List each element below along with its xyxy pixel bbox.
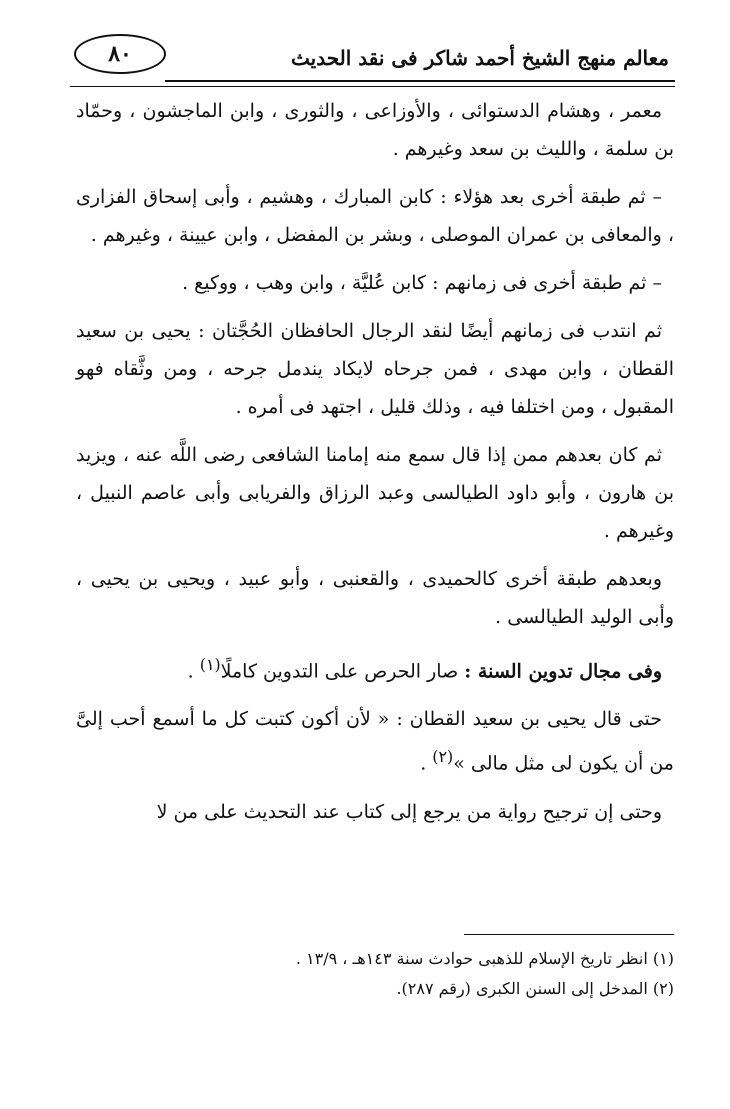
paragraph: معمر ، وهشام الدستوائى ، والأوزاعى ، والثورى ، وابن الماجشون ، وحمّاد بن سلمة ، والليث بن سعد وغيرهم . <box>76 100 674 160</box>
quote-text: حتى قال يحيى بن سعيد القطان : « لأن أكون كتبت كل ما أسمع أحب إلىَّ من أن يكون لى مثل مالى » <box>76 708 674 775</box>
paragraph: وبعدهم طبقة أخرى كالحميدى ، والقعنبى ، وأبو عبيد ، ويحيى بن يحيى ، وأبى الوليد الطيالسى . <box>76 568 674 628</box>
header-rule-thin <box>70 86 675 87</box>
page-header <box>70 28 675 83</box>
footnote-ref: (٢) <box>432 747 454 767</box>
footnote: (١) انظر تاريخ الإسلام للذهبى حوادث سنة ١٤٣هـ ، ١٣/٩ . <box>295 949 674 968</box>
header-rule <box>165 80 675 82</box>
quote-end: . <box>420 752 433 775</box>
footnote-separator <box>464 934 674 935</box>
section-text: صار الحرص على التدوين كاملًا <box>220 660 459 683</box>
section-end: . <box>187 660 200 683</box>
footnote-ref: (١) <box>199 655 221 674</box>
footnote: (٢) المدخل إلى السنن الكبرى (رقم ٢٨٧). <box>396 979 674 998</box>
paragraph-continued: وحتى إن ترجيح رواية من يرجع إلى كتاب عند التحديث على من لا <box>156 800 662 823</box>
paragraph: ثم كان بعدهم ممن إذا قال سمع منه إمامنا الشافعى رضى اللَّه عنه ، ويزيد بن هارون ، وأبو داود الطيالسى وعبد الرزاق والفريابى وأبى عاصم النبيل ، وغيرهم . <box>76 444 674 542</box>
page-number-badge: ٨٠ <box>74 34 166 74</box>
main-text <box>76 92 674 841</box>
paragraph: – ثم طبقة أخرى بعد هؤلاء : كابن المبارك ، وهشيم ، وأبى إسحاق الفزارى ، والمعافى بن عمران الموصلى ، وبشر بن المفضل ، وابن عيينة ، وغيرهم . <box>76 186 674 246</box>
paragraph: – ثم طبقة أخرى فى زمانهم : كابن عُليَّة ، وابن وهب ، ووكيع . <box>182 272 662 294</box>
section-paragraph <box>76 646 674 690</box>
footnotes <box>76 944 674 1004</box>
section-heading: وفى مجال تدوين السنة : <box>464 660 662 683</box>
quote-paragraph <box>76 700 674 782</box>
paragraph: ثم انتدب فى زمانهم أيضًا لنقد الرجال الحافظان الحُجَّتان : يحيى بن سعيد القطان ، وابن مهدى ، فمن جرحاه لايكاد يندمل جرحه ، ومن وثَّقاه فهو المقبول ، ومن اختلفا فيه ، وذلك قليل ، اجتهد فى أمره . <box>76 320 674 418</box>
running-title: معالم منهج الشيخ أحمد شاكر فى نقد الحديث <box>291 46 669 70</box>
